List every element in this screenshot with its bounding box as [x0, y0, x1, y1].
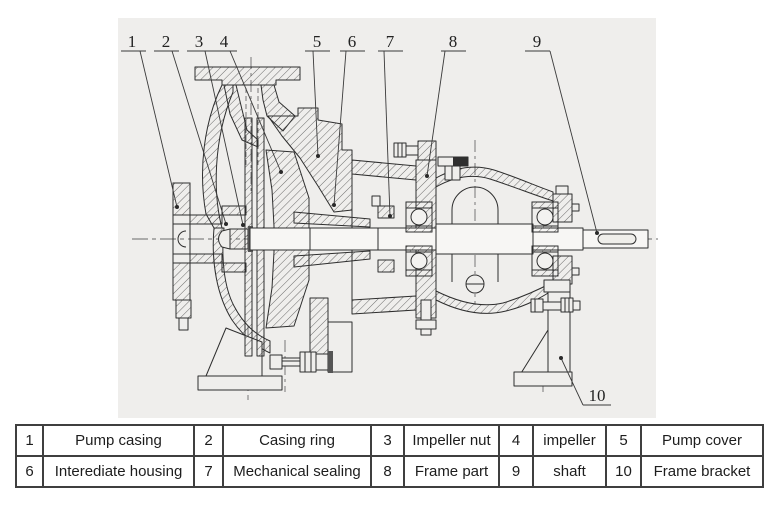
part-number: 1: [16, 425, 43, 456]
part-number: 2: [194, 425, 223, 456]
callout-label-1: 1: [127, 32, 137, 51]
part-name: Mechanical sealing: [223, 456, 371, 487]
shaft-keyway: [598, 234, 636, 244]
parts-table: [15, 424, 764, 488]
part-name: impeller: [533, 425, 606, 456]
parts-table-row-1: [16, 425, 763, 456]
callout-label-9: 9: [532, 32, 542, 51]
part-name: Pump cover: [641, 425, 763, 456]
callout-label-6: 6: [347, 32, 357, 51]
part-number: 10: [606, 456, 641, 487]
part-name: Pump casing: [43, 425, 194, 456]
callout-label-5: 5: [312, 32, 322, 51]
callout-label-4: 4: [219, 32, 229, 51]
callout-label-2: 2: [161, 32, 171, 51]
part-number: 8: [371, 456, 404, 487]
casing-ring-top: [222, 206, 246, 215]
callout-label-10: 10: [588, 386, 606, 405]
part-number: 9: [499, 456, 533, 487]
part-number: 3: [371, 425, 404, 456]
part-name: Frame bracket: [641, 456, 763, 487]
part-number: 5: [606, 425, 641, 456]
callout-label-8: 8: [448, 32, 458, 51]
casing-ring-bottom: [222, 263, 246, 272]
part-name: Casing ring: [223, 425, 371, 456]
part-number: 4: [499, 425, 533, 456]
part-number: 6: [16, 456, 43, 487]
part-name: Impeller nut: [404, 425, 499, 456]
part-name: shaft: [533, 456, 606, 487]
parts-table-row-2: [16, 456, 763, 487]
part-number: 7: [194, 456, 223, 487]
part-name: Interediate housing: [43, 456, 194, 487]
callout-label-7: 7: [385, 32, 395, 51]
part-name: Frame part: [404, 456, 499, 487]
callout-label-3: 3: [194, 32, 204, 51]
